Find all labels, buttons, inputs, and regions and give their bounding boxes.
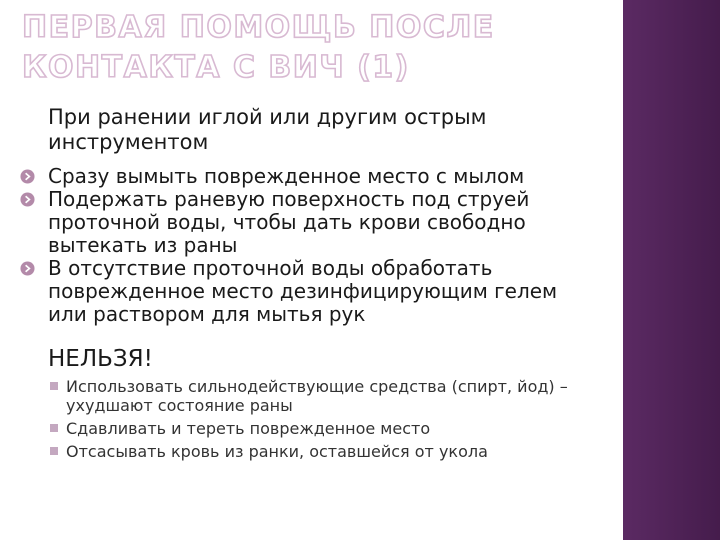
bullet-text: Подержать раневую поверхность под струей проточной воды, чтобы дать крови свободно вытекать из раны xyxy=(48,187,530,257)
sub-bullet-list xyxy=(50,377,610,465)
list-item xyxy=(20,257,600,326)
intro-text: При ранении иглой или другим острым инструментом xyxy=(48,105,487,154)
list-item xyxy=(50,377,610,415)
circle-chevron-right-icon xyxy=(20,192,35,207)
square-icon xyxy=(50,382,58,390)
sidebar-divider xyxy=(622,0,623,540)
list-item xyxy=(20,165,600,188)
bullet-text: Сразу вымыть поврежденное место с мылом xyxy=(48,164,525,188)
slide-title: ПЕРВАЯ ПОМОЩЬ ПОСЛЕ КОНТАКТА С ВИЧ (1) xyxy=(22,10,495,85)
sub-bullet-text: Отсасывать кровь из ранки, оставшейся от укола xyxy=(66,442,488,461)
circle-chevron-right-icon xyxy=(20,261,35,276)
square-icon xyxy=(50,447,58,455)
warning-heading: НЕЛЬЗЯ! xyxy=(48,346,153,372)
circle-chevron-right-icon xyxy=(20,169,35,184)
sub-bullet-text: Сдавливать и тереть поврежденное место xyxy=(66,419,431,438)
list-item xyxy=(50,442,610,461)
sub-bullet-text: Использовать сильнодействующие средства (спирт, йод) – ухудшают состояние раны xyxy=(66,377,568,415)
bullet-text: В отсутствие проточной воды обработать поврежденное место дезинфицирующим гелем или раствором для мытья рук xyxy=(48,256,558,326)
list-item xyxy=(50,419,610,438)
decorative-sidebar xyxy=(622,0,720,540)
square-icon xyxy=(50,424,58,432)
bullet-list xyxy=(20,165,600,326)
list-item xyxy=(20,188,600,257)
